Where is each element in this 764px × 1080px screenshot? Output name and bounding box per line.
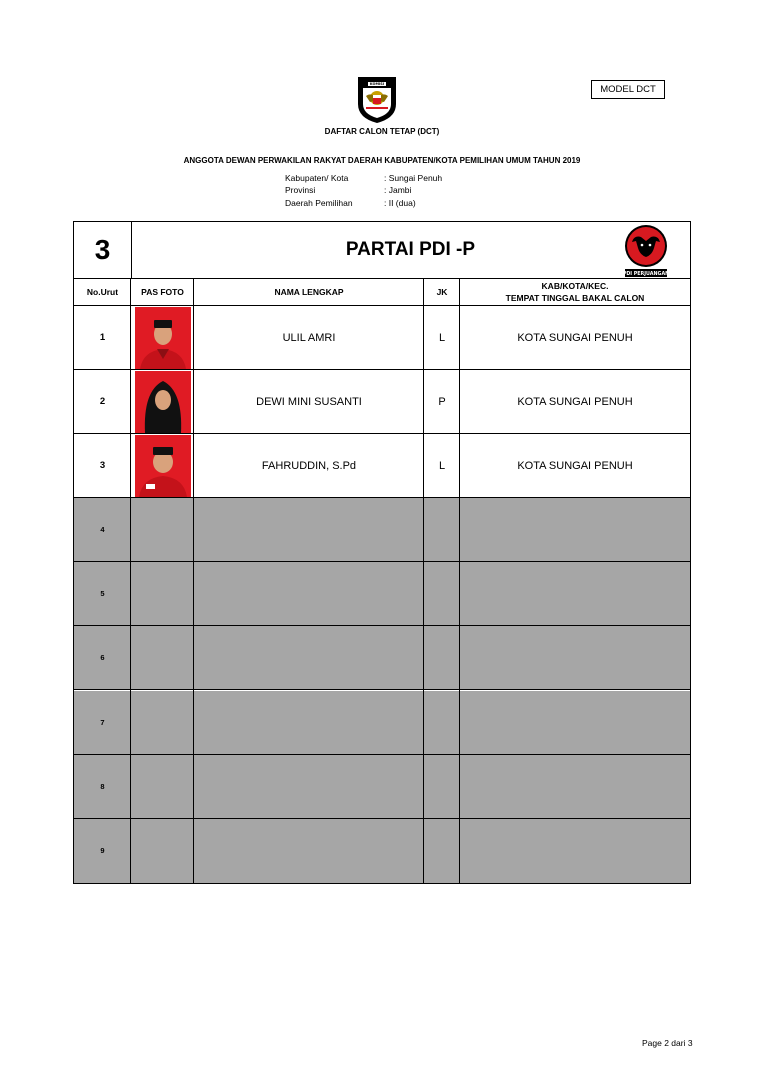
info-label: Provinsi	[285, 185, 316, 195]
svg-text:KOMISI: KOMISI	[369, 82, 385, 86]
candidate-name: DEWI MINI SUSANTI	[256, 395, 362, 408]
table-row	[74, 306, 690, 370]
row-number: 7	[100, 718, 105, 727]
info-provinsi	[285, 185, 411, 195]
row-number: 4	[100, 525, 105, 534]
table-row-empty	[74, 755, 690, 819]
row-number: 3	[99, 460, 106, 471]
row-number: 5	[100, 589, 105, 598]
male-candidate-photo	[135, 307, 191, 369]
page-number: Page 2 dari 3	[642, 1038, 693, 1048]
candidate-residence: KOTA SUNGAI PENUH	[517, 459, 633, 472]
table-row-empty	[74, 498, 690, 562]
female-candidate-photo	[135, 371, 191, 433]
candidate-table	[73, 221, 691, 884]
info-value: : Jambi	[384, 185, 412, 195]
row-number: 1	[99, 332, 106, 343]
table-row-empty	[74, 562, 690, 626]
pas-foto	[131, 306, 194, 369]
candidate-gender: P	[438, 395, 446, 408]
svg-text:PDI PERJUANGAN: PDI PERJUANGAN	[622, 272, 670, 277]
column-divider	[423, 278, 424, 884]
col-header-kab	[460, 278, 690, 306]
info-value: : Sungai Penuh	[384, 173, 443, 183]
table-row	[74, 434, 690, 498]
col-header-jk: JK	[424, 278, 460, 306]
candidate-name: ULIL AMRI	[282, 331, 336, 344]
info-kabupaten	[285, 173, 442, 183]
info-label: Daerah Pemilihan	[285, 198, 353, 208]
candidate-gender: L	[438, 459, 446, 472]
info-daerah-pemilihan	[285, 198, 416, 208]
column-divider	[130, 278, 131, 884]
row-number: 2	[99, 396, 106, 407]
row-number: 6	[100, 653, 105, 662]
pdi-p-logo	[620, 224, 672, 278]
info-label: Kabupaten/ Kota	[285, 173, 349, 183]
info-value: : II (dua)	[384, 198, 416, 208]
document-title: DAFTAR CALON TETAP (DCT)	[324, 127, 440, 136]
row-number: 8	[100, 782, 105, 791]
col-header-kab-line1: KAB/KOTA/KEC.	[541, 280, 609, 291]
col-header-kab-line2: TEMPAT TINGGAL BAKAL CALON	[505, 292, 645, 303]
table-row	[74, 370, 690, 434]
document-subtitle: ANGGOTA DEWAN PERWAKILAN RAKYAT DAERAH KABUPATEN/KOTA PEMILIHAN UMUM TAHUN 2019	[183, 156, 581, 165]
table-row-empty	[74, 626, 690, 690]
candidate-residence: KOTA SUNGAI PENUH	[517, 331, 633, 344]
party-header	[74, 222, 690, 279]
column-divider	[459, 278, 460, 884]
party-number: 3	[74, 222, 132, 278]
col-header-no: No.Urut	[74, 278, 131, 306]
party-name: PARTAI PDI -P	[345, 239, 476, 260]
male-candidate-photo	[135, 435, 191, 497]
row-number: 9	[100, 846, 105, 855]
pas-foto	[131, 370, 194, 433]
col-header-nama: NAMA LENGKAP	[194, 278, 424, 306]
table-row-empty	[74, 819, 690, 883]
table-row-empty	[74, 691, 690, 755]
candidate-gender: L	[438, 331, 446, 344]
candidate-residence: KOTA SUNGAI PENUH	[517, 395, 633, 408]
pas-foto	[131, 434, 194, 497]
col-header-foto: PAS FOTO	[131, 278, 194, 306]
kpu-logo	[354, 74, 400, 124]
model-dct-box: MODEL DCT	[591, 80, 665, 99]
column-divider	[193, 278, 194, 884]
candidate-name: FAHRUDDIN, S.Pd	[261, 459, 357, 472]
